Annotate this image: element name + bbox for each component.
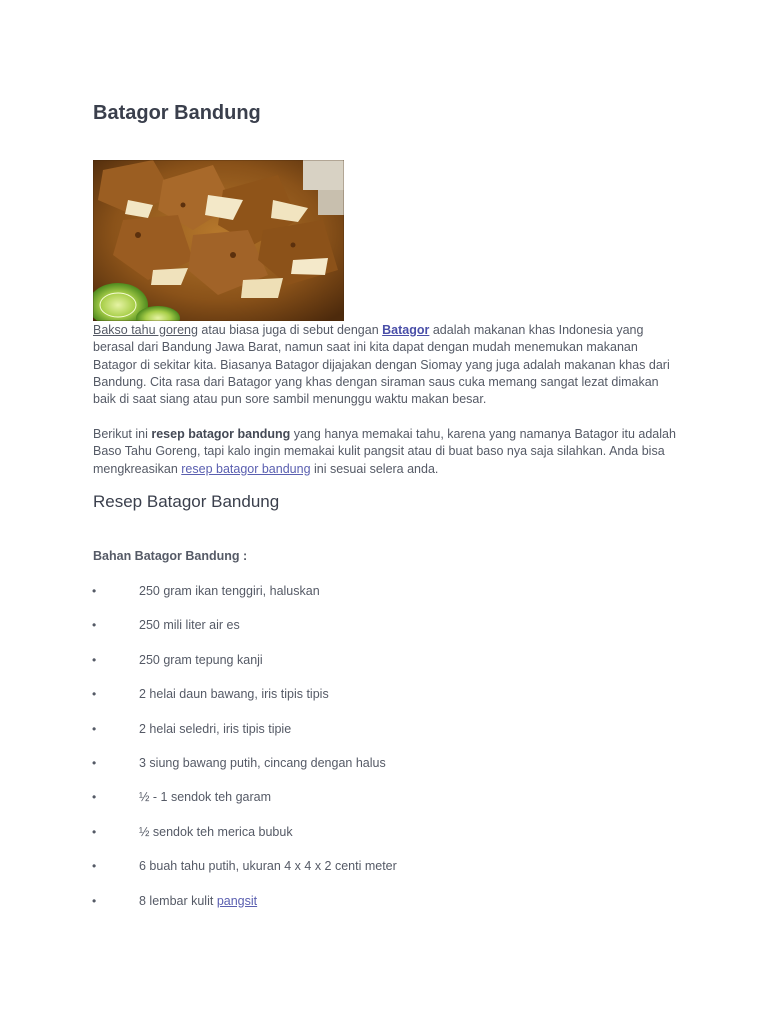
ingredient-text: ½ sendok teh merica bubuk: [139, 824, 293, 839]
pangsit-link[interactable]: pangsit: [216, 893, 258, 908]
recipe-intro-text-3: ini sesuai selera anda.: [310, 461, 439, 476]
intro-text-1: atau biasa juga di sebut dengan: [197, 323, 383, 337]
ingredient-text: 3 siung bawang putih, cincang dengan halus: [139, 755, 386, 770]
ingredient-text: 6 buah tahu putih, ukuran 4 x 4 x 2 centi meter: [139, 859, 397, 874]
page-title: Batagor Bandung: [93, 102, 261, 124]
intro-text-2: adalah makanan khas Indonesia yang berasal dari Bandung Jawa Barat, namun saat ini kita dapat dengan mudah menemukan makanan Batagor di sekitar kita. Biasanya Batagor dijajakan dengan Siomay yang juga adalah makanan khas dari Bandung. Cita rasa dari Batagor yang khas dengan siraman saus cuka memang sangat lezat dimakan baik di saat siang atau pun sore sambil menunggu waktu makan besar.: [93, 323, 670, 407]
ingredient-text: ½ - 1 sendok teh garam: [139, 790, 272, 805]
bullet-icon: •: [92, 859, 97, 874]
list-item: [93, 788, 678, 822]
food-image-illustration: [93, 160, 344, 321]
bakso-tahu-goreng-link[interactable]: Bakso tahu goreng: [93, 323, 198, 337]
ingredient-text: 250 gram ikan tenggiri, haluskan: [139, 584, 320, 598]
list-item: [93, 754, 678, 788]
ingredient-text: 250 gram tepung kanji: [139, 652, 263, 667]
bullet-icon: •: [92, 687, 97, 702]
ingredient-text-plain: 8 lembar kulit: [139, 893, 217, 908]
bullet-icon: •: [92, 755, 97, 770]
list-item: [93, 685, 678, 719]
recipe-intro-text-2: yang hanya memakai tahu, karena yang namanya Batagor itu adalah Baso Tahu Goreng, tapi kalo ingin memakai kulit pangsit atau di buat baso nya saja silahkan. Anda bisa mengkreasikan: [93, 427, 676, 476]
batagor-link[interactable]: Batagor: [382, 323, 430, 337]
list-item: [93, 720, 678, 754]
list-item: [93, 892, 678, 926]
bullet-icon: •: [92, 824, 97, 839]
recipe-intro-text-1: Berikut ini: [93, 427, 152, 441]
ingredient-text: [139, 892, 257, 910]
list-item: [93, 582, 678, 616]
bullet-icon: •: [92, 584, 97, 598]
ingredient-text: 250 mili liter air es: [139, 618, 240, 633]
ingredients-heading: Bahan Batagor Bandung :: [93, 549, 248, 563]
list-item: [93, 651, 678, 685]
batagor-food-photo: [93, 160, 344, 321]
resep-batagor-bandung-link[interactable]: resep batagor bandung: [181, 461, 311, 476]
ingredient-text: 2 helai daun bawang, iris tipis tipis: [139, 687, 329, 702]
bullet-icon: •: [92, 721, 97, 736]
recipe-title: Resep Batagor Bandung: [93, 492, 280, 511]
bullet-icon: •: [92, 652, 97, 667]
recipe-intro-paragraph: [93, 426, 678, 478]
bullet-icon: •: [92, 790, 97, 805]
list-item: [93, 823, 678, 857]
ingredients-list: [93, 582, 678, 926]
intro-paragraph: [93, 322, 678, 408]
list-item: [93, 616, 678, 650]
bullet-icon: •: [92, 893, 97, 908]
ingredient-text: 2 helai seledri, iris tipis tipie: [139, 721, 292, 736]
list-item: [93, 857, 678, 891]
recipe-intro-bold: resep batagor bandung: [151, 427, 291, 441]
bullet-icon: •: [92, 618, 97, 633]
